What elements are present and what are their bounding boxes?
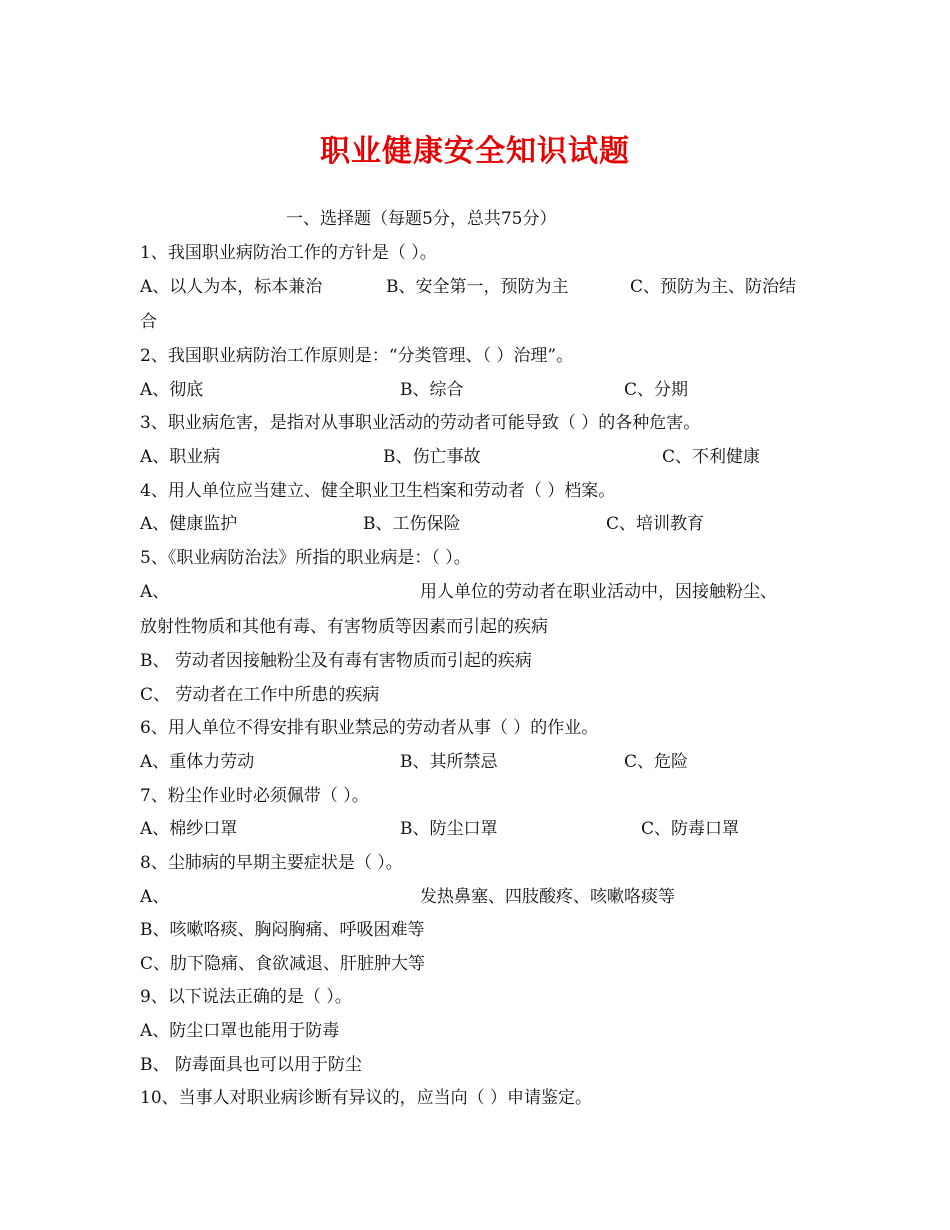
option-a: A、以人为本，标本兼治: [140, 277, 323, 297]
section-heading: 一、选择题（每题5分，总共75分）: [286, 209, 557, 229]
question-stem: 10、当事人对职业病诊断有异议的，应当向（ ）申请鉴定。: [140, 1088, 593, 1108]
option-row: [140, 274, 820, 300]
option-a: A、健康监护: [140, 514, 238, 534]
option-c-continuation: 合: [140, 312, 157, 332]
option-b: B、安全第一，预防为主: [386, 277, 569, 297]
option-b: B、其所禁忌: [400, 752, 498, 772]
question-stem: 7、粉尘作业时必须佩带（ ）。: [140, 786, 369, 806]
option-a: A、防尘口罩也能用于防毒: [140, 1021, 340, 1041]
option-c: C、防毒口罩: [641, 819, 740, 839]
option-a-label: A、: [140, 582, 170, 602]
option-a-continuation: 放射性物质和其他有毒、有害物质等因素而引起的疾病: [140, 617, 548, 637]
option-a-text: 用人单位的劳动者在职业活动中，因接触粉尘、: [420, 582, 777, 602]
option-row: [140, 816, 820, 842]
option-a: A、职业病: [140, 447, 221, 467]
option-b: B、防尘口罩: [400, 819, 498, 839]
question-stem: 9、以下说法正确的是（ ）。: [140, 987, 352, 1007]
question-stem: 4、用人单位应当建立、健全职业卫生档案和劳动者（ ）档案。: [140, 481, 616, 501]
question-stem: 6、用人单位不得安排有职业禁忌的劳动者从事（ ）的作业。: [140, 718, 599, 738]
option-a-label: A、: [140, 887, 170, 907]
option-b: B、咳嗽咯痰、胸闷胸痛、呼吸困难等: [140, 920, 425, 940]
option-c: C、不利健康: [662, 447, 761, 467]
option-c: C、危险: [624, 752, 689, 772]
option-a: A、棉纱口罩: [140, 819, 238, 839]
question-stem: 3、职业病危害，是指对从事职业活动的劳动者可能导致（ ）的各种危害。: [140, 413, 701, 433]
question-stem: 8、尘肺病的早期主要症状是（ ）。: [140, 853, 403, 873]
option-row: [140, 377, 820, 403]
option-row: [140, 444, 820, 470]
question-stem: 5、《职业病防治法》所指的职业病是：（ ）。: [140, 548, 471, 568]
document-title: 职业健康安全知识试题: [320, 134, 630, 169]
option-c: C、 劳动者在工作中所患的疾病: [140, 685, 380, 705]
option-c: C、分期: [624, 380, 689, 400]
option-b: B、综合: [400, 380, 464, 400]
question-stem: 1、我国职业病防治工作的方针是（ ）。: [140, 243, 437, 263]
option-a: A、彻底: [140, 380, 204, 400]
option-a: A、重体力劳动: [140, 752, 255, 772]
option-c: C、培训教育: [606, 514, 705, 534]
option-row: [140, 511, 820, 537]
option-c: C、肋下隐痛、食欲减退、肝脏肿大等: [140, 954, 426, 974]
option-a-text: 发热鼻塞、四肢酸疼、咳嗽咯痰等: [420, 887, 675, 907]
option-row: [140, 884, 820, 910]
option-b: B、 劳动者因接触粉尘及有毒有害物质而引起的疾病: [140, 651, 532, 671]
option-row: [140, 749, 820, 775]
option-b: B、工伤保险: [363, 514, 461, 534]
option-row: [140, 579, 820, 605]
question-stem: 2、我国职业病防治工作原则是：“分类管理、（ ）治理”。: [140, 346, 574, 366]
option-b: B、 防毒面具也可以用于防尘: [140, 1055, 362, 1075]
option-b: B、伤亡事故: [383, 447, 481, 467]
option-c: C、预防为主、防治结: [630, 277, 797, 297]
